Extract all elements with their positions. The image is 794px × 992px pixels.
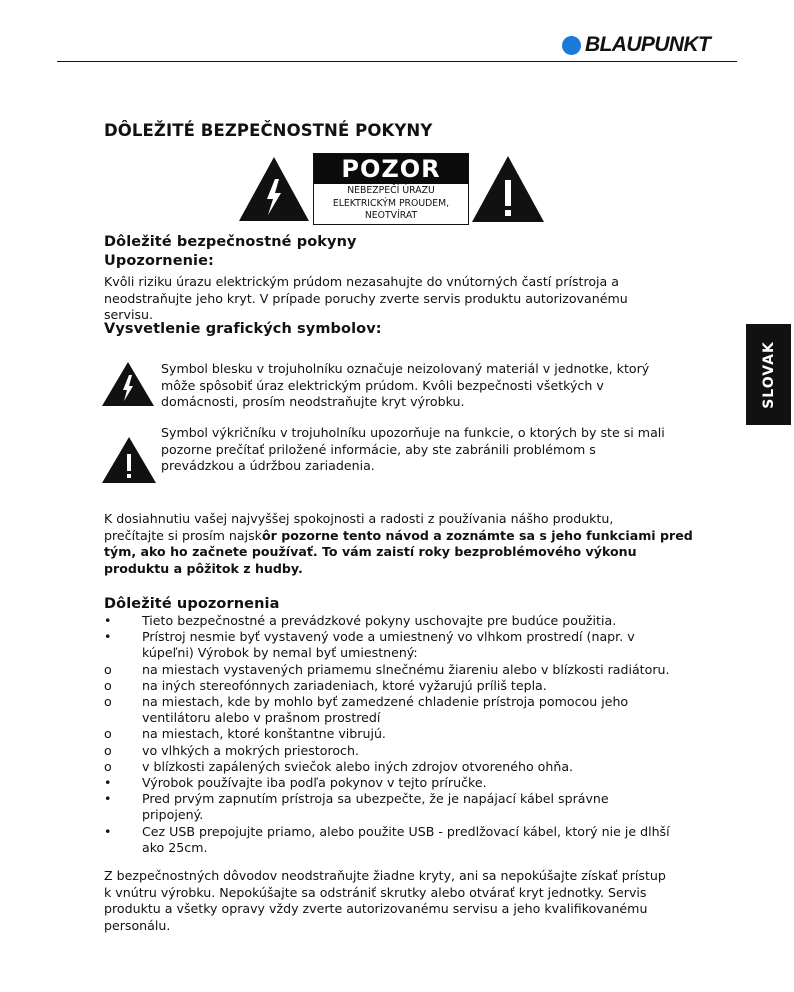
caution-label-line: NEOTVÍRAT bbox=[364, 210, 418, 221]
list-item-text: Prístroj nesmie byť vystavený vode a umiestnený vo vlhkom prostredí (napr. v bbox=[142, 629, 635, 645]
caution-label-line: NEBEZPEČÍ ÚRAZU bbox=[347, 185, 435, 196]
paragraph-line: produktu a všetky opravy vždy zverte autorizovanému servisu a jeho kvalifikovanému bbox=[104, 901, 648, 916]
warnings-list bbox=[104, 613, 670, 856]
paragraph-line: Symbol blesku v trojuholníku označuje neizolovaný materiál v jednotke, ktorý bbox=[161, 361, 650, 376]
caution-label-head: POZOR bbox=[314, 154, 468, 184]
section-heading: Vysvetlenie grafických symbolov: bbox=[104, 321, 382, 337]
closing-paragraph bbox=[104, 868, 666, 934]
paragraph-line bbox=[104, 561, 693, 578]
list-marker: • bbox=[104, 791, 112, 807]
list-item bbox=[104, 759, 670, 775]
list-item-text: vo vlhkých a mokrých priestoroch. bbox=[142, 742, 359, 758]
list-item-text: pripojený. bbox=[142, 807, 204, 823]
list-item-text: na miestach, kde by mohlo byť zamedzené chladenie prístroja pomocou jeho bbox=[142, 694, 629, 710]
intro-paragraph bbox=[104, 511, 693, 577]
language-tab bbox=[746, 324, 791, 425]
language-tab-label: SLOVAK bbox=[760, 340, 777, 409]
exclamation-symbol-description bbox=[161, 425, 665, 475]
lightning-symbol-description bbox=[161, 361, 649, 411]
intro-emphasis: ôr pozorne tento návod a zoznámte sa s jeho funkciami pred bbox=[261, 527, 693, 543]
lightning-warning-icon bbox=[239, 157, 309, 221]
list-marker: o bbox=[104, 742, 112, 758]
section-subheading: Upozornenie: bbox=[104, 253, 214, 269]
paragraph-line: personálu. bbox=[104, 917, 171, 933]
paragraph-line: Symbol výkričníku v trojuholníku upozorňuje na funkcie, o ktorých by ste si mali bbox=[161, 425, 665, 440]
paragraph-line: domácnosti, prosím neodstraňujte kryt výrobku. bbox=[161, 394, 465, 409]
paragraph-line: pozorne prečítať priložené informácie, aby ste zabránili problémom s bbox=[161, 441, 596, 457]
list-item bbox=[104, 743, 670, 759]
list-item bbox=[104, 678, 670, 694]
list-item bbox=[104, 694, 670, 726]
intro-emphasis: tým, ako ho začnete používať. To vám zaistí roky bezproblémového výkonu bbox=[104, 544, 637, 559]
list-item bbox=[104, 629, 670, 661]
paragraph-line: prevádzkou a údržbou zariadenia. bbox=[161, 458, 375, 473]
caution-label-text bbox=[314, 184, 468, 223]
paragraph-line: neodstraňujte jeho kryt. V prípade poruchy zverte servis produktu autorizovanému bbox=[104, 290, 628, 306]
list-item-text: Pred prvým zapnutím prístroja sa ubezpečte, že je napájací kábel správne bbox=[142, 791, 609, 807]
paragraph-line: servisu. bbox=[104, 307, 153, 322]
list-item-text: ventilátoru alebo v prašnom prostredí bbox=[142, 710, 381, 726]
list-item bbox=[104, 726, 670, 742]
section-heading: Dôležité bezpečnostné pokyny bbox=[104, 234, 357, 250]
brand-name: BLAUPUNKT bbox=[585, 33, 711, 56]
list-item bbox=[104, 775, 670, 791]
paragraph-line bbox=[104, 528, 693, 545]
list-marker: o bbox=[104, 726, 112, 742]
paragraph-line: K dosiahnutiu vašej najvyššej spokojnosti a radosti z používania nášho produktu, bbox=[104, 511, 614, 526]
exclamation-warning-icon bbox=[472, 156, 544, 222]
lightning-symbol-icon bbox=[102, 362, 154, 406]
exclamation-symbol-icon bbox=[102, 437, 156, 483]
list-marker: • bbox=[104, 775, 112, 791]
list-item-text: kúpeľni) Výrobok by nemal byť umiestnený: bbox=[142, 645, 418, 661]
list-marker: • bbox=[104, 823, 112, 839]
list-item bbox=[104, 824, 670, 856]
paragraph-line bbox=[104, 544, 693, 561]
list-marker: o bbox=[104, 677, 112, 693]
caution-label-line: ELEKTRICKÝM PROUDEM, bbox=[332, 197, 450, 209]
paragraph-line: k vnútru výrobku. Nepokúšajte sa odstrániť skrutky alebo otvárať kryt jednotky. Servis bbox=[104, 884, 647, 900]
page-title: DÔLEŽITÉ BEZPEČNOSTNÉ POKYNY bbox=[104, 121, 433, 140]
warning-paragraph bbox=[104, 274, 628, 324]
list-item bbox=[104, 613, 670, 629]
brand-logo bbox=[562, 33, 710, 57]
intro-text: prečítajte si prosím najsk bbox=[104, 527, 262, 543]
list-marker: o bbox=[104, 694, 112, 710]
list-item-text: na miestach vystavených priamemu slnečnému žiareniu alebo v blízkosti radiátoru. bbox=[142, 661, 670, 677]
paragraph-line: Kvôli riziku úrazu elektrickým prúdom nezasahujte do vnútorných častí prístroja a bbox=[104, 274, 619, 289]
list-item-text: v blízkosti zapálených sviečok alebo iných zdrojov otvoreného ohňa. bbox=[142, 758, 574, 774]
list-marker: • bbox=[104, 629, 112, 645]
list-marker: • bbox=[104, 613, 112, 628]
intro-emphasis: produktu a pôžitok z hudby. bbox=[104, 560, 303, 576]
list-item-text: Tieto bezpečnostné a prevádzkové pokyny uschovajte pre budúce použitia. bbox=[142, 613, 617, 628]
paragraph-line: Z bezpečnostných dôvodov neodstraňujte žiadne kryty, ani sa nepokúšajte získať prístup bbox=[104, 868, 666, 883]
paragraph-line: môže spôsobiť úraz elektrickým prúdom. Kvôli bezpečnosti všetkých v bbox=[161, 377, 604, 393]
caution-label bbox=[313, 153, 469, 225]
header-divider bbox=[57, 61, 737, 62]
list-item-text: Výrobok používajte iba podľa pokynov v tejto príručke. bbox=[142, 775, 487, 791]
list-item bbox=[104, 791, 670, 823]
list-marker: o bbox=[104, 758, 112, 774]
section-heading: Dôležité upozornenia bbox=[104, 596, 280, 612]
list-item-text: Cez USB prepojujte priamo, alebo použite USB - predlžovací kábel, ktorý nie je dlhší bbox=[142, 823, 670, 839]
list-item bbox=[104, 662, 670, 678]
list-item-text: na iných stereofónnych zariadeniach, ktoré vyžarujú príliš tepla. bbox=[142, 677, 547, 693]
list-item-text: na miestach, ktoré konštantne vibrujú. bbox=[142, 726, 386, 742]
list-item-text: ako 25cm. bbox=[142, 839, 208, 855]
list-marker: o bbox=[104, 661, 112, 677]
brand-dot-icon bbox=[562, 36, 581, 55]
